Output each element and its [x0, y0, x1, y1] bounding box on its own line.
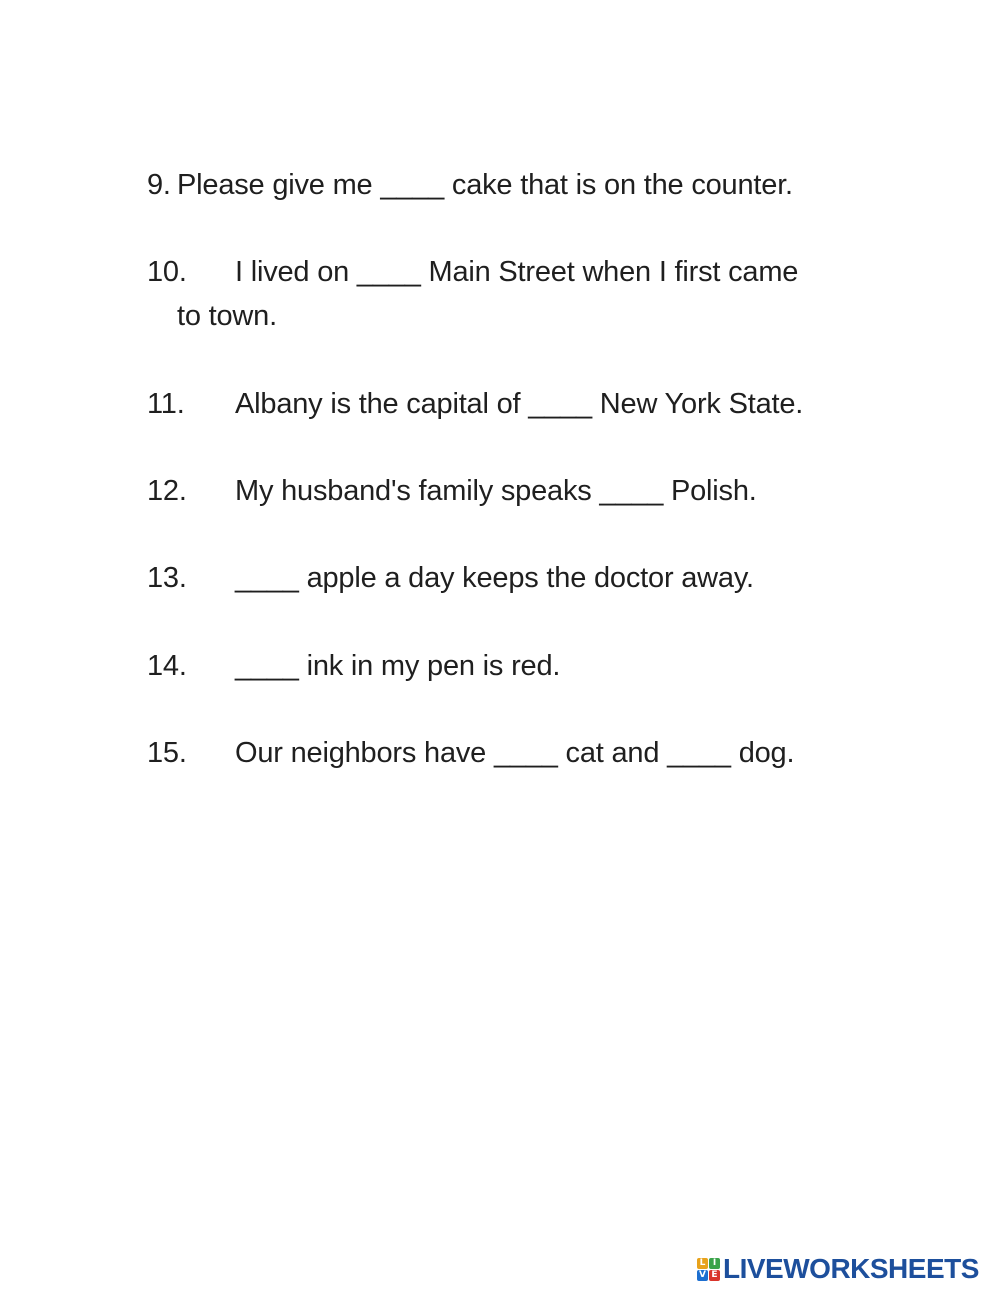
- question-number: 13.: [147, 562, 187, 594]
- question-text: My husband's family speaks ____ Polish.: [235, 475, 757, 507]
- logo-mark-tile: E: [709, 1270, 720, 1281]
- question-12: [147, 469, 907, 513]
- question-number: 14.: [147, 650, 187, 682]
- question-9: [147, 163, 907, 207]
- question-text-continuation: to town.: [177, 300, 277, 332]
- logo-mark-tile: V: [697, 1270, 708, 1281]
- question-number: 9.: [147, 169, 171, 201]
- question-text: ____ ink in my pen is red.: [235, 650, 561, 682]
- logo-mark-tile: L: [697, 1258, 708, 1269]
- liveworksheets-logo: [697, 1254, 979, 1284]
- question-14: [147, 644, 907, 688]
- question-number: 11.: [147, 388, 185, 420]
- question-text: I lived on ____ Main Street when I first came: [235, 256, 799, 288]
- question-text: Please give me ____ cake that is on the counter.: [177, 169, 793, 201]
- question-text: Albany is the capital of ____ New York State.: [235, 388, 804, 420]
- question-13: [147, 556, 907, 600]
- question-11: [147, 382, 907, 426]
- liveworksheets-logo-mark-icon: [697, 1258, 720, 1281]
- question-number: 15.: [147, 737, 187, 769]
- question-number: 12.: [147, 475, 187, 507]
- question-10: [147, 250, 907, 338]
- logo-text: LIVEWORKSHEETS: [723, 1253, 979, 1284]
- question-text: ____ apple a day keeps the doctor away.: [235, 562, 754, 594]
- question-15: [147, 731, 907, 775]
- logo-mark-tile: I: [709, 1258, 720, 1269]
- question-number: 10.: [147, 256, 187, 288]
- question-text: Our neighbors have ____ cat and ____ dog.: [235, 737, 795, 769]
